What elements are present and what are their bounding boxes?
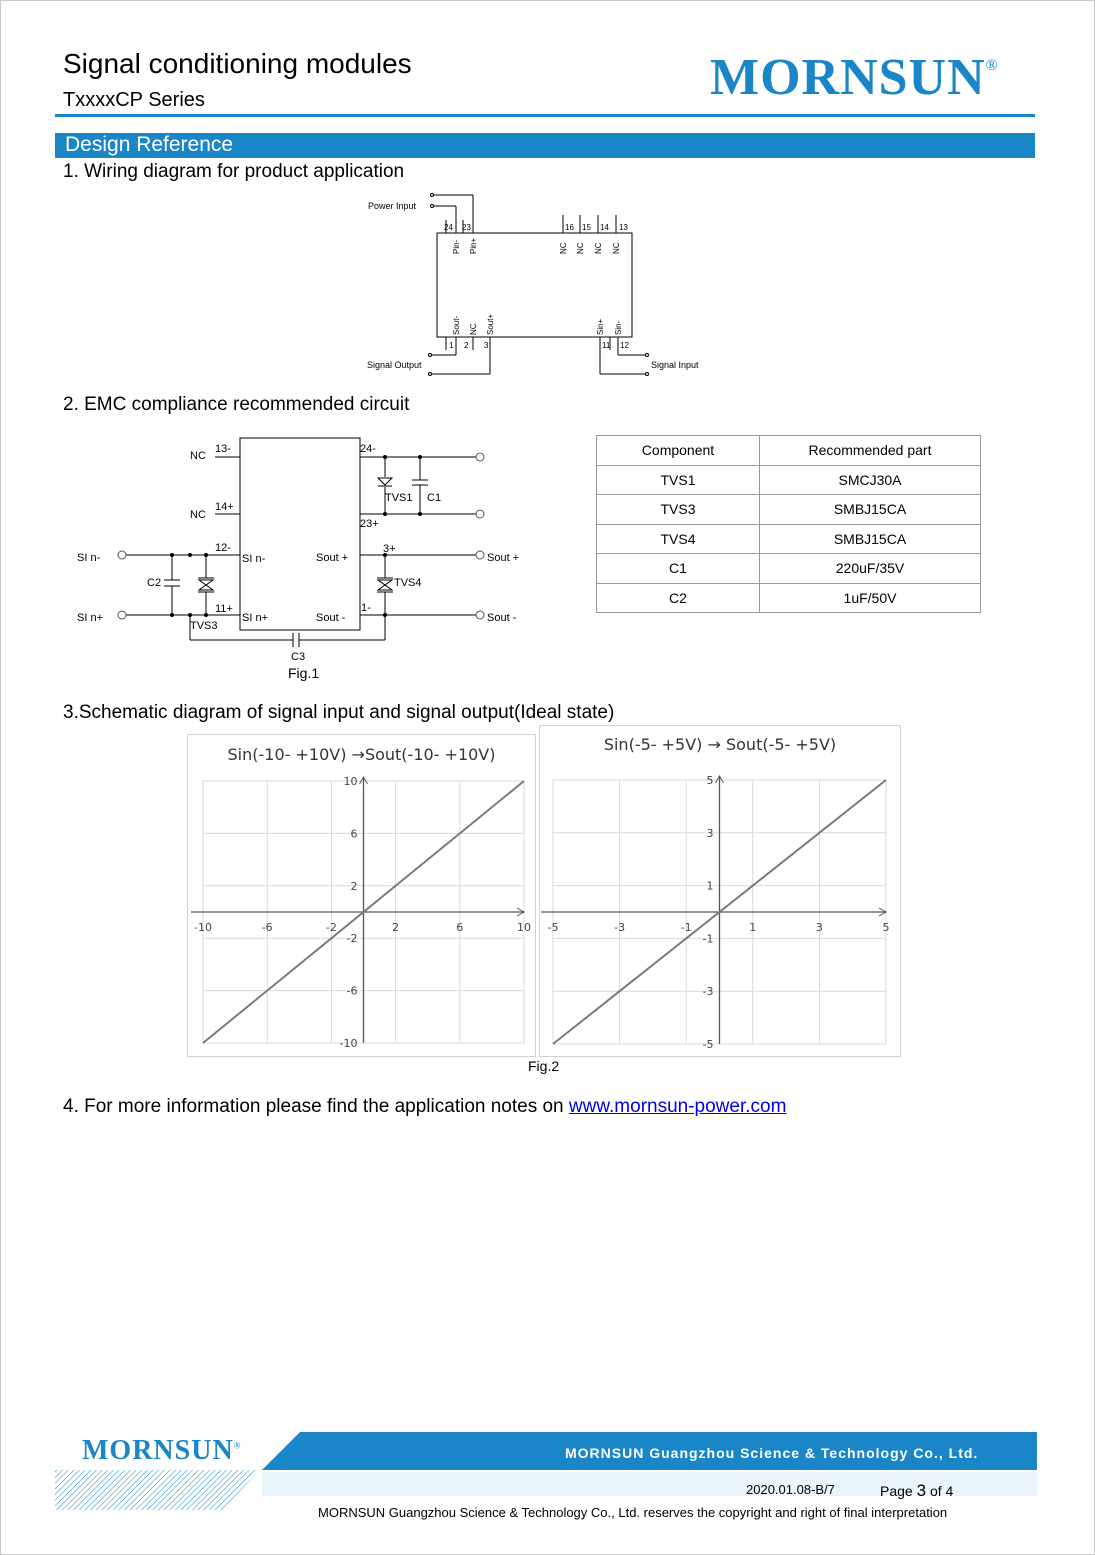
terminal xyxy=(118,551,126,559)
y-tick-label: -6 xyxy=(346,984,358,998)
power-input-label: Power Input xyxy=(368,201,417,211)
chart-frame xyxy=(188,735,536,1057)
signal-input-label: Signal Input xyxy=(651,360,699,370)
component-table xyxy=(596,435,981,613)
table-cell: C2 xyxy=(597,583,760,613)
schematic-heading: 3.Schematic diagram of signal input and signal output(Ideal state) xyxy=(63,702,615,723)
pin-number: 13 xyxy=(619,223,628,232)
chart-title: Sin(-5- +5V) → Sout(-5- +5V) xyxy=(603,735,837,754)
y-tick-label: -2 xyxy=(346,932,358,946)
chart-10v xyxy=(187,734,536,1057)
chart-5v xyxy=(539,725,901,1057)
terminal xyxy=(429,354,432,357)
pin-label: 13- xyxy=(215,443,231,455)
x-tick-label: -6 xyxy=(261,921,273,934)
pin-label: 24- xyxy=(360,443,376,455)
pin-name: Pin- xyxy=(452,239,461,254)
wiring-diagram xyxy=(360,190,740,380)
x-tick-label: -2 xyxy=(325,921,337,934)
terminal xyxy=(476,551,484,559)
pin-label: 1- xyxy=(361,602,371,614)
more-info-text: 4. For more information please find the application notes on xyxy=(63,1096,569,1117)
terminal xyxy=(431,205,434,208)
x-tick-label: 1 xyxy=(749,921,757,934)
x-tick-label: 10 xyxy=(517,921,531,934)
terminal-label: SI n- xyxy=(77,552,101,564)
table-cell: 1uF/50V xyxy=(760,583,981,613)
pin-name: NC xyxy=(469,323,478,335)
emc-heading: 2. EMC compliance recommended circuit xyxy=(63,394,410,415)
table-row xyxy=(597,554,981,584)
pin-name: NC xyxy=(559,242,568,254)
wiring-heading: 1. Wiring diagram for product application xyxy=(63,161,405,182)
pin-label: 12- xyxy=(215,542,231,554)
more-info xyxy=(63,1096,786,1118)
section-bar xyxy=(55,133,1035,158)
pin-name: Pin+ xyxy=(469,237,478,254)
table-cell: TVS1 xyxy=(597,465,760,495)
pin-label: 14+ xyxy=(215,501,234,513)
pin-name: NC xyxy=(612,242,621,254)
pin-number: 12 xyxy=(620,341,629,350)
x-tick-label: -1 xyxy=(680,921,692,934)
nc-label: NC xyxy=(190,509,206,521)
y-tick-label: 2 xyxy=(350,879,358,893)
pin-name: NC xyxy=(594,242,603,254)
y-tick-label: -10 xyxy=(339,1037,358,1050)
x-tick-label: -5 xyxy=(547,921,559,934)
table-row xyxy=(597,524,981,554)
terminal-label: Sout - xyxy=(487,612,517,624)
terminal-label: SI n+ xyxy=(77,612,103,624)
footer-company: MORNSUN Guangzhou Science & Technology Co., Ltd. xyxy=(565,1445,979,1461)
footer-copyright: MORNSUN Guangzhou Science & Technology Co., Ltd. reserves the copyright and right of final interpretation xyxy=(318,1505,948,1520)
table-cell: 220uF/35V xyxy=(760,554,981,584)
pin-number: 2 xyxy=(464,341,469,350)
pin-number: 15 xyxy=(582,223,591,232)
module-box xyxy=(240,438,360,630)
y-tick-label: 5 xyxy=(706,774,714,787)
pin-name: Sout + xyxy=(316,552,349,564)
section-title: Design Reference xyxy=(65,133,234,156)
table-row xyxy=(597,495,981,525)
mornsun-logo: MORNSUN® xyxy=(710,49,999,106)
table-header-row xyxy=(597,436,981,466)
pin-number: 24 xyxy=(444,223,453,232)
terminal xyxy=(431,194,434,197)
page-number: Page 3 of 4 xyxy=(880,1481,954,1500)
footer-date: 2020.01.08-B/7 xyxy=(746,1482,835,1497)
x-tick-label: 3 xyxy=(815,921,823,934)
pin-number: 11 xyxy=(602,341,611,350)
component-label: C2 xyxy=(147,577,162,589)
terminal xyxy=(429,373,432,376)
pin-name: Sout- xyxy=(452,315,461,335)
fig1-caption: Fig.1 xyxy=(288,665,320,681)
y-tick-label: -1 xyxy=(702,932,714,946)
x-tick-label: 5 xyxy=(882,921,890,934)
table-header: Component xyxy=(597,436,760,466)
x-tick-label: -3 xyxy=(614,921,626,934)
table-cell: SMCJ30A xyxy=(760,465,981,495)
x-tick-label: -10 xyxy=(194,921,212,934)
table-row xyxy=(597,583,981,613)
table-header: Recommended part xyxy=(760,436,981,466)
pin-name: Sout - xyxy=(316,612,346,624)
table-cell: SMBJ15CA xyxy=(760,495,981,525)
terminal xyxy=(476,510,484,518)
website-link[interactable]: www.mornsun-power.com xyxy=(568,1096,787,1117)
pin-name: Sout+ xyxy=(486,313,495,335)
component-label: TVS4 xyxy=(394,577,422,589)
component-label: TVS1 xyxy=(385,492,413,504)
terminal xyxy=(646,373,649,376)
chart-title: Sin(-10- +10V) →Sout(-10- +10V) xyxy=(227,745,496,764)
x-tick-label: 2 xyxy=(392,921,400,934)
pin-name: Sin+ xyxy=(596,318,605,335)
pin-name: Sin- xyxy=(614,320,623,335)
emc-circuit xyxy=(70,430,540,670)
page-title: Signal conditioning modules xyxy=(63,48,412,79)
pin-name: NC xyxy=(576,242,585,254)
pin-number: 3 xyxy=(484,341,489,350)
terminal xyxy=(476,453,484,461)
table-row xyxy=(597,465,981,495)
table-cell: SMBJ15CA xyxy=(760,524,981,554)
table-cell: C1 xyxy=(597,554,760,584)
table-cell: TVS3 xyxy=(597,495,760,525)
fig2-caption: Fig.2 xyxy=(528,1058,560,1074)
signal-output-label: Signal Output xyxy=(367,360,422,370)
pin-label: 11+ xyxy=(215,603,233,615)
y-tick-label: -5 xyxy=(702,1038,714,1051)
series-name: TxxxxCP Series xyxy=(63,89,205,111)
pin-label: 23+ xyxy=(360,518,379,530)
pin-name: SI n- xyxy=(242,553,266,565)
component-label: TVS3 xyxy=(190,620,218,632)
footer-logo: MORNSUN® xyxy=(82,1435,242,1466)
component-label: C3 xyxy=(291,651,306,663)
y-tick-label: -3 xyxy=(702,985,714,999)
pin-number: 1 xyxy=(449,341,454,350)
table-cell: TVS4 xyxy=(597,524,760,554)
terminal xyxy=(646,354,649,357)
terminal xyxy=(118,611,126,619)
pin-name: SI n+ xyxy=(242,612,268,624)
nc-label: NC xyxy=(190,450,206,462)
pin-number: 23 xyxy=(462,223,471,232)
terminal xyxy=(476,611,484,619)
x-tick-label: 6 xyxy=(456,921,464,934)
y-tick-label: 1 xyxy=(706,879,714,893)
terminal-label: Sout + xyxy=(487,552,520,564)
pin-label: 3+ xyxy=(383,543,396,555)
y-tick-label: 6 xyxy=(350,827,358,841)
header-rule xyxy=(55,114,1035,117)
pin-number: 16 xyxy=(565,223,574,232)
y-tick-label: 10 xyxy=(343,775,358,788)
pin-number: 14 xyxy=(600,223,609,232)
y-tick-label: 3 xyxy=(706,826,714,840)
component-label: C1 xyxy=(427,492,442,504)
